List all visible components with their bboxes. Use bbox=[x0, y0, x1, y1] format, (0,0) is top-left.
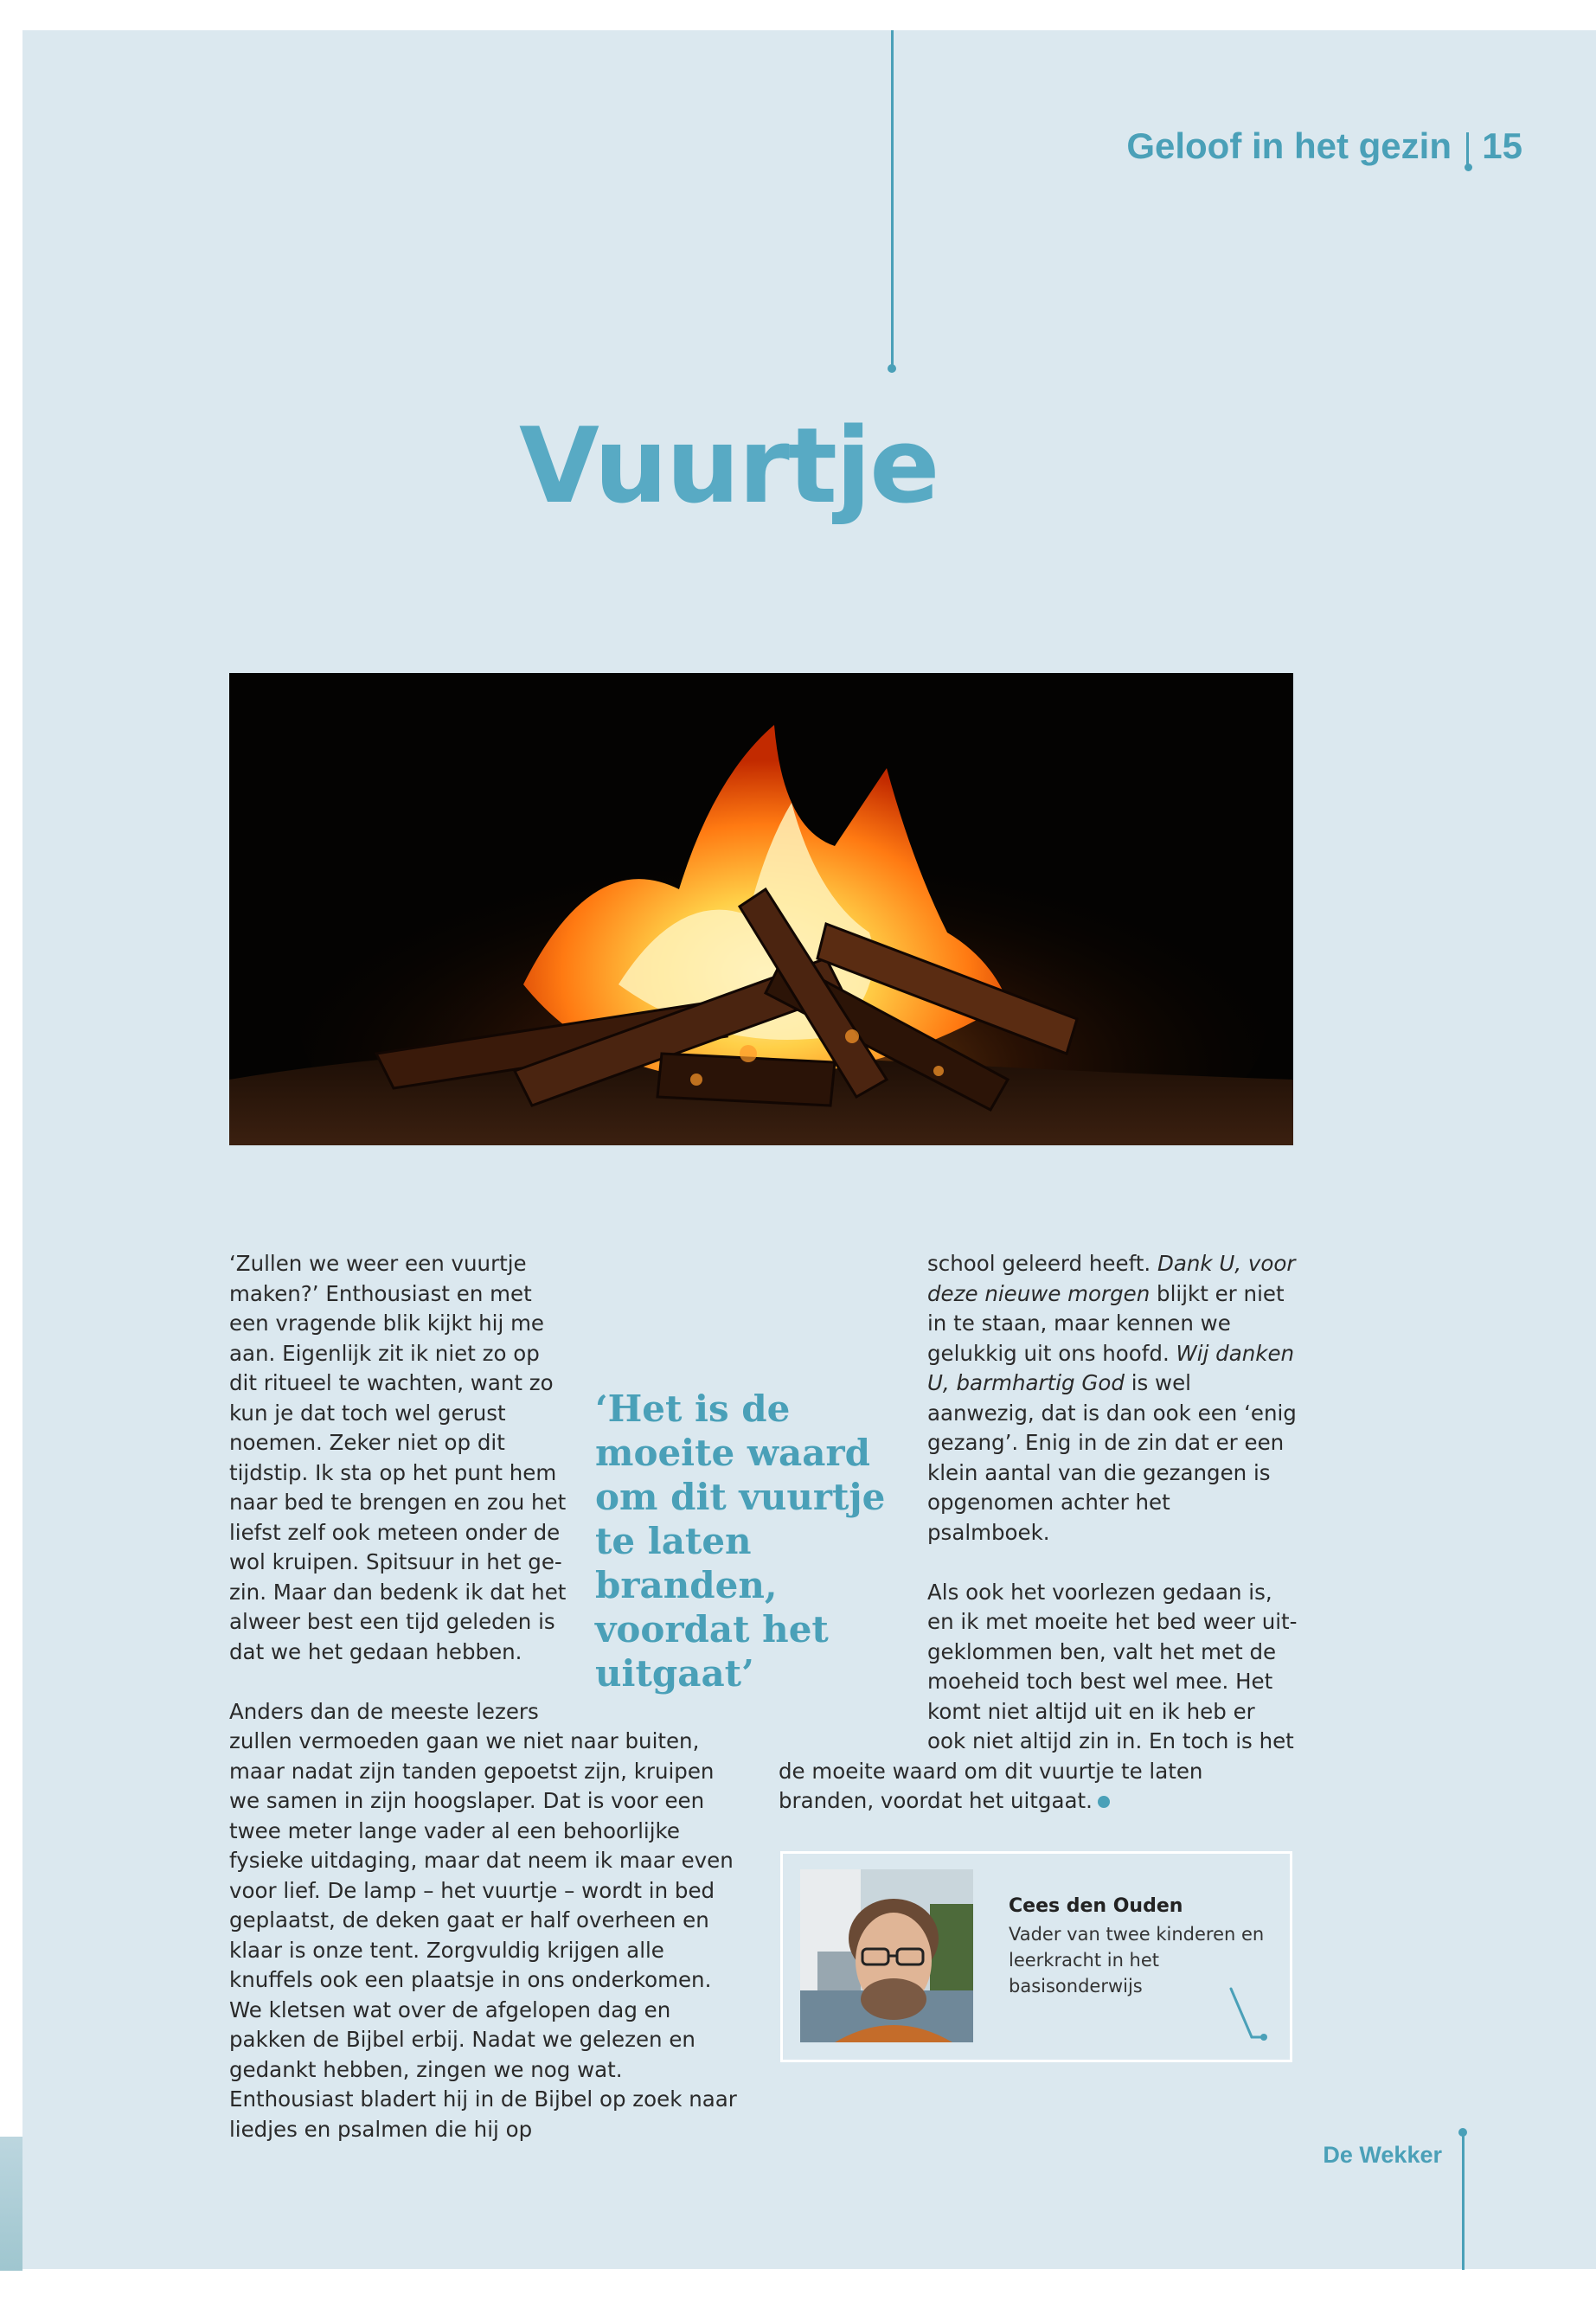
page-number: 15 bbox=[1482, 125, 1522, 166]
top-rule-dot bbox=[888, 364, 896, 373]
left-paragraph-1-line: ‘Zullen we weer een vuurtje maken?’ Enthousiast en met een vragende blik kijkt hij me aan. Eigenlijk zit ik niet zo op dit ritueel te wachten, want zo kun je dat toch wel gerust noemen. Zeker niet op dit tijdstip. Ik sta op het punt hem naar bed te brengen en zou het liefst zelf ook meteen onder de wol kruipen. Spitsuur in het gezin. Maar dan bedenk ik dat het alweer best een tijd geleden is dat we het gedaan hebben. bbox=[229, 1251, 567, 1664]
article-column-left bbox=[229, 1249, 748, 2144]
running-head bbox=[1099, 125, 1522, 177]
author-photo bbox=[800, 1869, 973, 2042]
magazine-name: De Wekker bbox=[1323, 2142, 1442, 2168]
right-paragraph-2-segment: Als ook het voorlezen gedaan is, en ik met moeite het bed weer uitgeklommen ben, valt het met de moeheid toch best wel mee. Het komt niet altijd uit en ik heb er ook niet altijd zin in. En toch is het de moeite waard om dit vuurtje te laten branden, voordat het uitgaat. bbox=[779, 1579, 1298, 1813]
end-of-article-dot bbox=[1098, 1796, 1110, 1808]
author-bio: Vader van twee kinderen en leerkracht in het basisonderwijs bbox=[1009, 1924, 1265, 1997]
pull-quote: ‘Het is de moeite waard om dit vuurtje te laten branden, voordat het uitgaat’ bbox=[595, 1388, 886, 1695]
corner-arrow-icon bbox=[1226, 1985, 1269, 2046]
footer-rule bbox=[1462, 2133, 1465, 2270]
adjacent-page-edge bbox=[0, 2137, 22, 2271]
header-separator bbox=[1466, 132, 1469, 167]
header-separator-dot bbox=[1465, 163, 1472, 171]
footer-rule-dot bbox=[1458, 2128, 1467, 2137]
article-title: Vuurtje bbox=[519, 407, 939, 527]
right-paragraph-1-segment: school geleerd heeft. bbox=[927, 1251, 1157, 1276]
right-paragraph-1-hymn-title: Dank U, voor deze nieuwe morgen bbox=[927, 1251, 1296, 1306]
right-paragraph-1-hymn-title: Wij danken U, barmhartig God bbox=[927, 1340, 1295, 1395]
right-paragraph-1-segment: blijkt er niet in te staan, maar kennen we gelukkig uit ons hoofd. bbox=[927, 1280, 1285, 1366]
left-paragraph-2-line: Anders dan de meeste lezers zullen vermoeden gaan we niet naar buiten, maar nadat zijn tanden gepoetst zijn, kruipen we samen in zijn hoogslaper. Dat is voor een twee meter lange vader al een behoorlijke fysieke uitdaging, maar dat neem ik maar even voor lief. De lamp – het vuurtje – wordt in bed geplaatst, de deken gaat er half overheen en klaar is onze tent. Zorgvuldig krijgen alle knuffels ook een plaatsje in ons onderkomen. We kletsen wat over de afgelopen dag en pakken de Bijbel erbij. Nadat we gelezen en gedankt hebben, zingen we nog wat. Enthousiast bladert hij in de Bijbel op zoek naar liedjes en psalmen die hij op bbox=[229, 1698, 737, 2142]
section-name: Geloof in het gezin bbox=[1126, 125, 1452, 166]
author-name: Cees den Ouden bbox=[1009, 1895, 1183, 1917]
author-box bbox=[780, 1851, 1292, 2062]
right-paragraph-1-segment: is wel aanwezig, dat is dan ook een ‘enig gezang’. Enig in de zin dat er een klein aantal van die gezangen is opgenomen achter het psalmboek. bbox=[927, 1370, 1297, 1545]
top-rule bbox=[891, 30, 894, 368]
campfire-photo bbox=[229, 673, 1293, 1145]
